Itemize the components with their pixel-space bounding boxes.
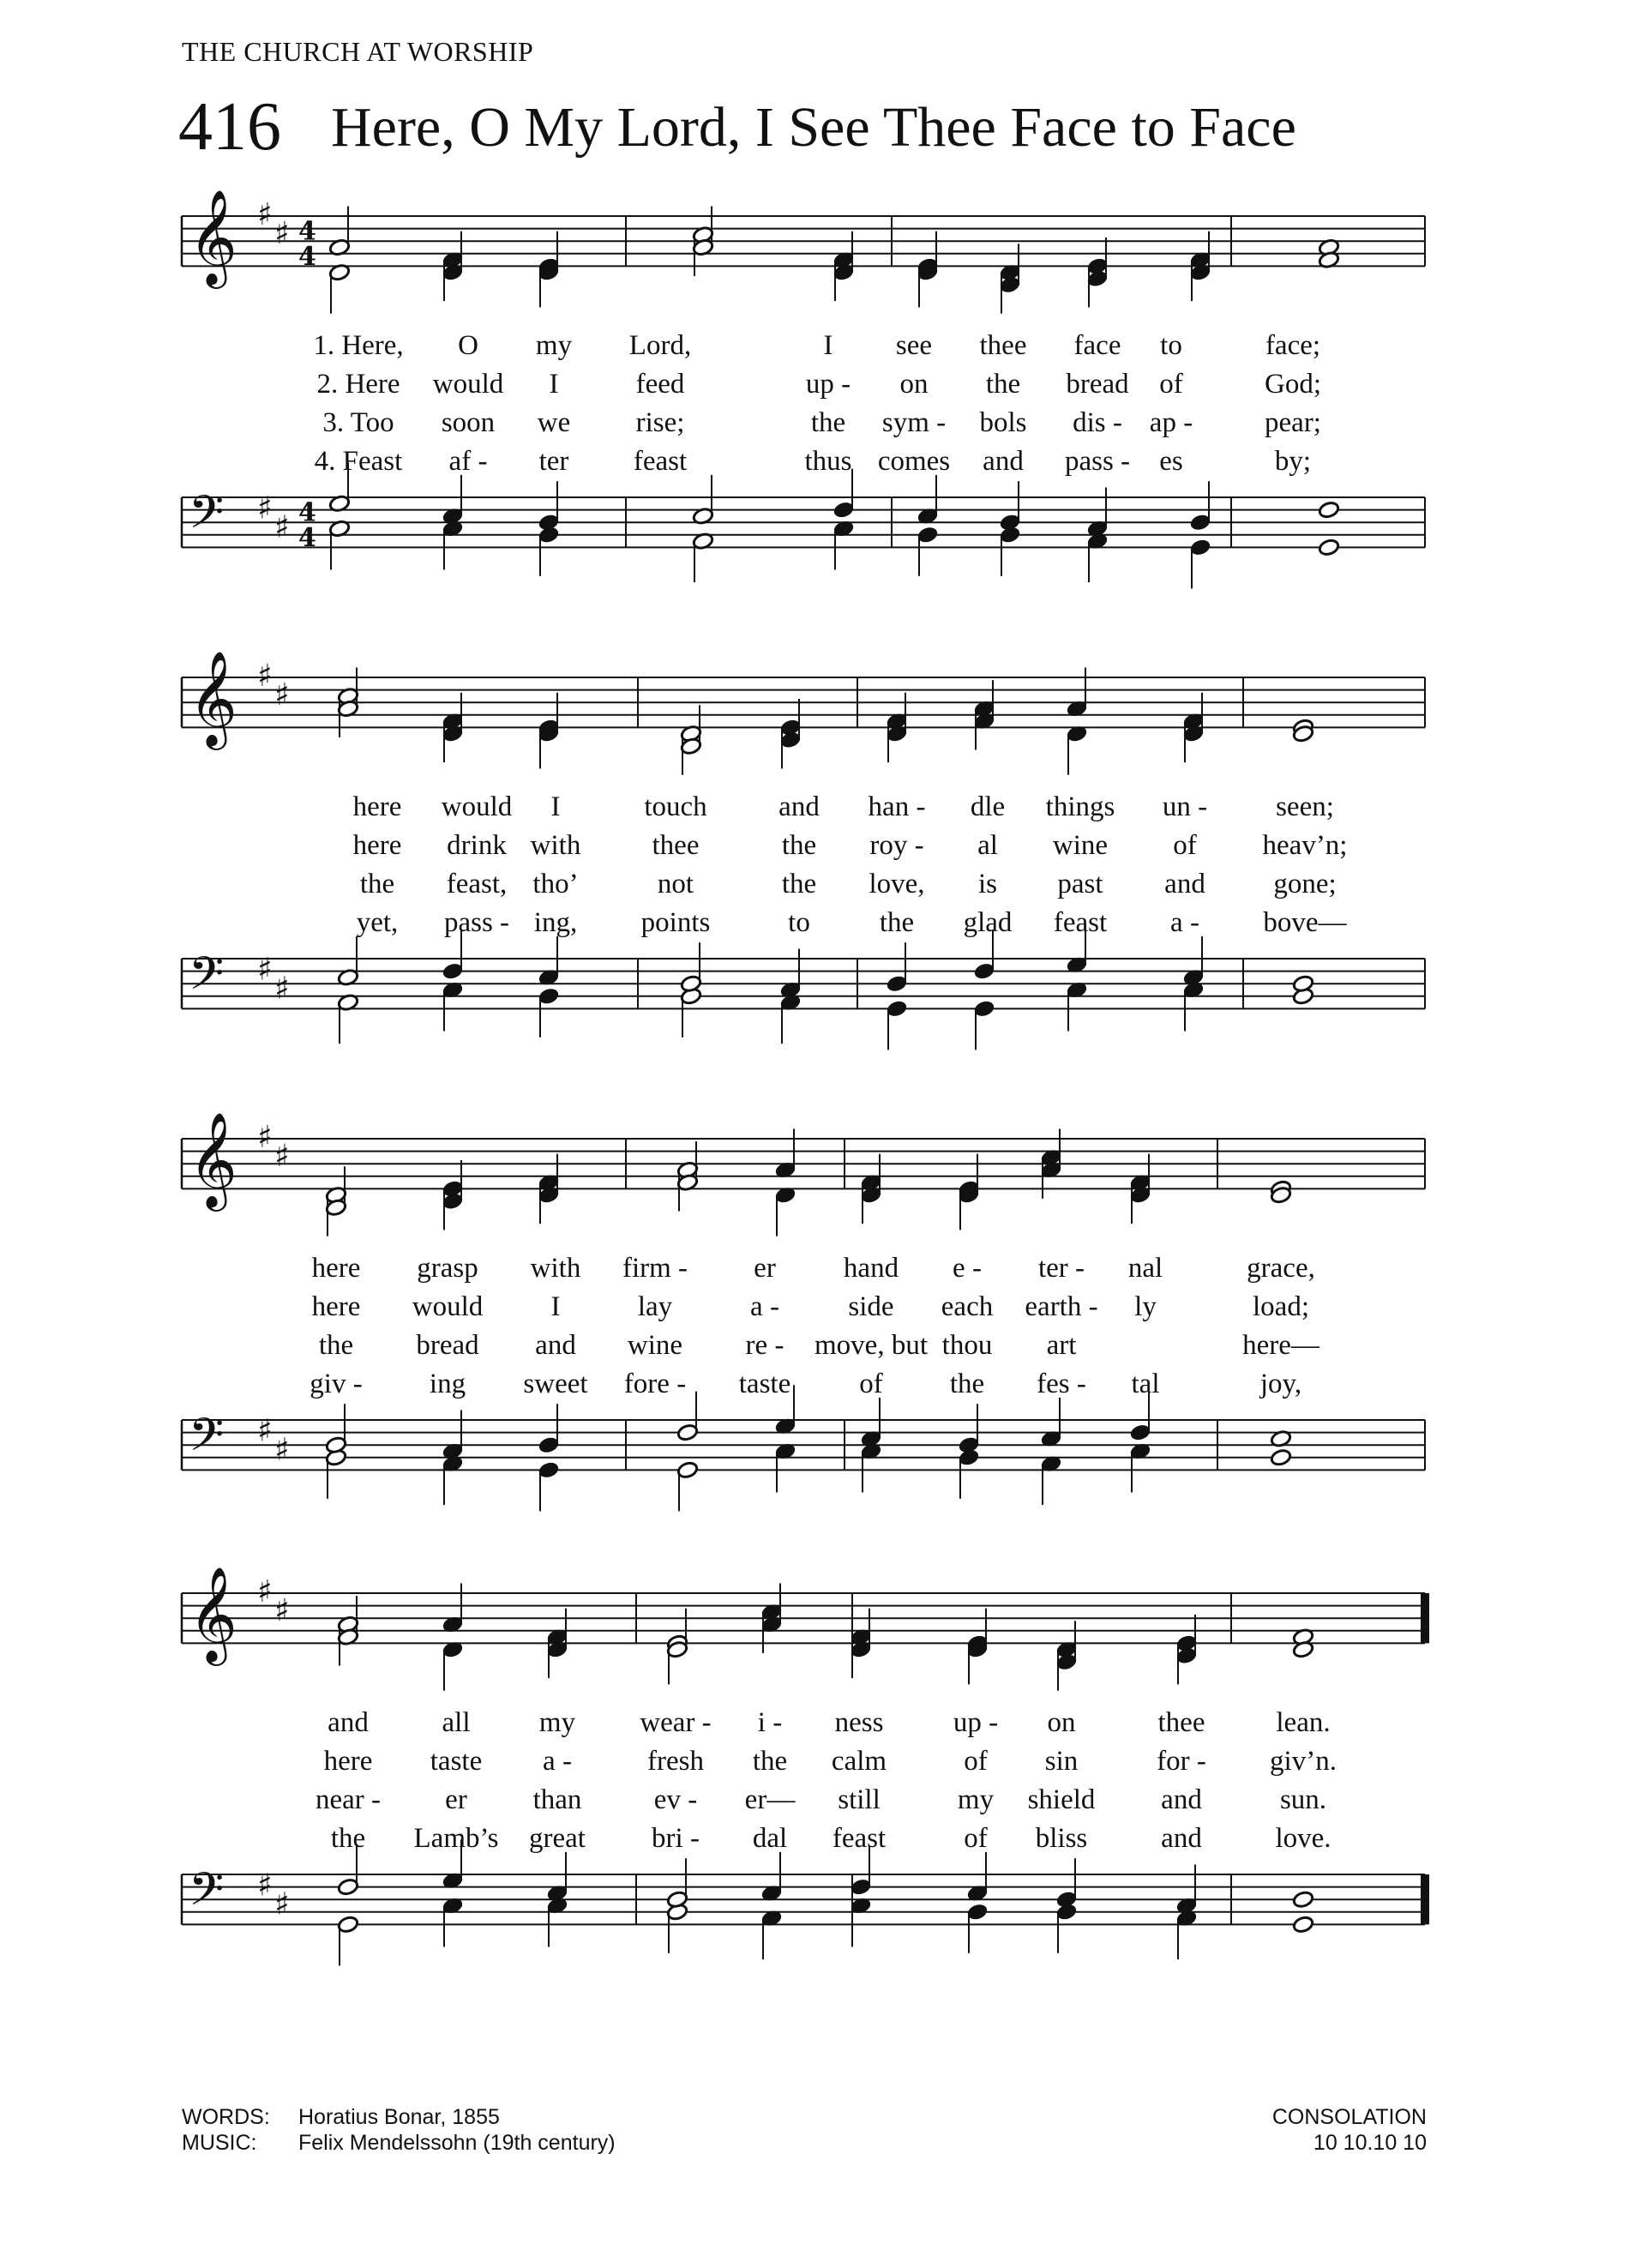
lyric-syllable: af - bbox=[448, 446, 488, 477]
lyric-syllable: of bbox=[1173, 830, 1197, 861]
lyric-syllable: bove— bbox=[1263, 907, 1347, 938]
lyric-syllable: seen; bbox=[1276, 791, 1334, 822]
lyric-syllable: lean. bbox=[1276, 1707, 1331, 1738]
lyric-line-verse-2 bbox=[0, 830, 1629, 864]
lyric-syllable: e - bbox=[953, 1253, 982, 1284]
lyric-syllable: ter - bbox=[1037, 1253, 1085, 1284]
lyric-syllable: ing bbox=[429, 1369, 466, 1399]
sharp-icon: ♯ bbox=[257, 952, 273, 988]
lyric-syllable: bols bbox=[979, 407, 1027, 438]
lyric-syllable: of bbox=[964, 1746, 988, 1777]
lyric-syllable: thou bbox=[941, 1330, 993, 1361]
lyric-syllable: re - bbox=[745, 1330, 784, 1361]
lyric-syllable: sweet bbox=[523, 1369, 588, 1399]
lyric-syllable: the bbox=[781, 830, 817, 861]
time-signature-bottom: 4 bbox=[298, 241, 316, 272]
time-signature-top: 4 bbox=[298, 497, 316, 528]
lyric-syllable: the bbox=[810, 407, 846, 438]
sharp-icon: ♯ bbox=[274, 215, 290, 251]
lyric-syllable: 4. Feast bbox=[314, 446, 403, 477]
sharp-icon: ♯ bbox=[274, 1432, 290, 1468]
lyric-syllable: bread bbox=[1066, 369, 1129, 400]
treble-clef-icon: 𝄞 bbox=[189, 188, 237, 285]
lyric-syllable: the bbox=[330, 1823, 366, 1854]
notehead bbox=[1318, 501, 1340, 520]
lyric-syllable: fes - bbox=[1037, 1369, 1086, 1399]
bass-staff-4 bbox=[182, 1863, 1425, 1927]
lyric-syllable: shield bbox=[1027, 1784, 1096, 1815]
lyric-syllable: on bbox=[1047, 1707, 1076, 1738]
lyric-syllable: face bbox=[1073, 330, 1121, 361]
lyric-syllable: I bbox=[549, 369, 559, 400]
lyric-syllable: earth - bbox=[1025, 1291, 1098, 1322]
lyric-line-verse-1 bbox=[0, 330, 1629, 364]
treble-staff-3 bbox=[182, 1111, 1425, 1212]
words-author: Horatius Bonar, 1855 bbox=[298, 2105, 500, 2129]
lyric-syllable: with bbox=[530, 830, 581, 861]
tune-name: CONSOLATION bbox=[1271, 2105, 1427, 2129]
lyric-syllable: taste bbox=[738, 1369, 791, 1399]
lyric-syllable: glad bbox=[963, 907, 1013, 938]
lyric-syllable: Lord, bbox=[628, 330, 692, 361]
lyric-syllable: is bbox=[977, 869, 998, 899]
lyric-syllable: see bbox=[895, 330, 933, 361]
lyric-line-verse-3 bbox=[0, 407, 1629, 442]
music-composer: Felix Mendelssohn (19th century) bbox=[298, 2131, 616, 2155]
lyric-syllable: ness bbox=[834, 1707, 884, 1738]
lyric-line-verse-3 bbox=[0, 1330, 1629, 1364]
lyric-syllable: by; bbox=[1274, 446, 1312, 477]
lyric-syllable: sun. bbox=[1279, 1784, 1327, 1815]
lyric-syllable: nal bbox=[1127, 1253, 1163, 1284]
lyric-syllable: not bbox=[657, 869, 694, 899]
notehead bbox=[1292, 1916, 1314, 1934]
lyric-syllable: er— bbox=[744, 1784, 796, 1815]
bass-staff-1 bbox=[182, 486, 1425, 553]
treble-clef-icon: 𝄞 bbox=[189, 649, 237, 746]
treble-staff-1 bbox=[182, 189, 1425, 289]
lyric-syllable: pass - bbox=[1064, 446, 1131, 477]
lyric-syllable: and bbox=[1164, 869, 1205, 899]
treble-staff-4 bbox=[182, 1566, 1425, 1666]
notehead bbox=[1270, 1448, 1292, 1467]
lyric-line-verse-2 bbox=[0, 1746, 1629, 1780]
lyric-syllable: and bbox=[1161, 1823, 1202, 1854]
hymn-number: 416 bbox=[178, 89, 281, 165]
lyric-syllable: thee bbox=[652, 830, 700, 861]
music-label: MUSIC: bbox=[182, 2131, 257, 2155]
lyric-syllable: for - bbox=[1157, 1746, 1206, 1777]
lyric-syllable: fore - bbox=[623, 1369, 687, 1399]
lyric-syllable: a - bbox=[1170, 907, 1199, 938]
lyric-syllable: I bbox=[823, 330, 833, 361]
lyric-syllable: my bbox=[535, 330, 573, 361]
lyric-syllable: to bbox=[788, 907, 810, 938]
treble-notes-2 bbox=[337, 668, 1314, 775]
lyric-syllable: wear - bbox=[640, 1707, 712, 1738]
bass-notes-1 bbox=[328, 462, 1340, 588]
lyric-syllable: 2. Here bbox=[316, 369, 400, 400]
lyric-syllable: tho’ bbox=[532, 869, 579, 899]
lyric-syllable: the bbox=[752, 1746, 788, 1777]
lyric-syllable: yet, bbox=[356, 907, 399, 938]
bass-clef-icon: 𝄢 bbox=[189, 1863, 225, 1928]
lyric-syllable: es bbox=[1159, 446, 1183, 477]
lyric-syllable: the bbox=[949, 1369, 985, 1399]
lyric-syllable: firm - bbox=[622, 1253, 688, 1284]
sharp-icon: ♯ bbox=[257, 490, 273, 526]
lyric-syllable: rise; bbox=[635, 407, 685, 438]
lyric-syllable: grasp bbox=[417, 1253, 478, 1284]
sharp-icon: ♯ bbox=[274, 509, 290, 545]
lyric-syllable: sym - bbox=[881, 407, 947, 438]
lyric-syllable: the bbox=[985, 369, 1021, 400]
lyric-syllable: ev - bbox=[653, 1784, 698, 1815]
lyric-syllable: i - bbox=[757, 1707, 783, 1738]
treble-notes-4 bbox=[337, 1584, 1314, 1691]
lyric-syllable: my bbox=[957, 1784, 995, 1815]
lyric-syllable: here bbox=[323, 1746, 373, 1777]
lyric-syllable: God; bbox=[1265, 369, 1321, 400]
lyric-syllable: giv’n. bbox=[1270, 1746, 1337, 1777]
lyric-syllable: art bbox=[1046, 1330, 1077, 1361]
lyric-syllable: with bbox=[530, 1253, 581, 1284]
lyric-syllable: bri - bbox=[652, 1823, 700, 1854]
lyric-syllable: each bbox=[941, 1291, 994, 1322]
lyric-syllable: fresh bbox=[647, 1746, 704, 1777]
lyric-syllable: of bbox=[964, 1823, 988, 1854]
lyric-syllable: calm bbox=[831, 1746, 887, 1777]
lyric-syllable: points bbox=[640, 907, 711, 938]
tune-meter: 10 10.10 10 bbox=[1313, 2131, 1427, 2155]
lyric-line-verse-1 bbox=[0, 1707, 1629, 1742]
sharp-icon: ♯ bbox=[274, 677, 290, 713]
lyric-syllable: ing, bbox=[533, 907, 578, 938]
lyric-syllable: my bbox=[538, 1707, 576, 1738]
lyric-line-verse-4 bbox=[0, 907, 1629, 941]
lyric-syllable: feast bbox=[1053, 907, 1108, 938]
lyric-syllable: side bbox=[848, 1291, 894, 1322]
lyric-syllable: I bbox=[550, 1291, 561, 1322]
lyric-syllable: and bbox=[1161, 1784, 1202, 1815]
lyric-syllable: would bbox=[412, 1291, 484, 1322]
lyric-line-verse-1 bbox=[0, 791, 1629, 826]
lyric-line-verse-4 bbox=[0, 1823, 1629, 1857]
lyric-syllable: feast bbox=[633, 446, 688, 477]
lyric-syllable: thee bbox=[1157, 1707, 1205, 1738]
bass-clef-icon: 𝄢 bbox=[189, 486, 225, 550]
lyric-syllable: here bbox=[311, 1291, 361, 1322]
notehead bbox=[1292, 1890, 1314, 1909]
lyric-syllable: and bbox=[778, 791, 820, 822]
lyric-syllable: move, but bbox=[814, 1330, 928, 1361]
lyric-syllable: al bbox=[977, 830, 998, 861]
lyric-syllable: of bbox=[859, 1369, 883, 1399]
lyric-syllable: near - bbox=[315, 1784, 382, 1815]
lyric-syllable: I bbox=[550, 791, 561, 822]
bass-clef-icon: 𝄢 bbox=[189, 948, 225, 1012]
lyric-syllable: ly bbox=[1134, 1291, 1157, 1322]
lyric-syllable: pass - bbox=[443, 907, 510, 938]
lyric-syllable: ter bbox=[538, 446, 569, 477]
sharp-icon: ♯ bbox=[257, 197, 273, 232]
lyric-syllable: feast, bbox=[446, 869, 508, 899]
lyric-syllable: dis - bbox=[1073, 407, 1122, 438]
treble-staff-2 bbox=[182, 650, 1425, 750]
lyric-syllable: and bbox=[535, 1330, 576, 1361]
lyric-syllable: gone; bbox=[1273, 869, 1337, 899]
lyric-syllable: a - bbox=[750, 1291, 779, 1322]
notehead bbox=[1318, 538, 1340, 557]
lyric-syllable: the bbox=[359, 869, 395, 899]
lyric-syllable: of bbox=[1159, 369, 1183, 400]
sharp-icon: ♯ bbox=[274, 1592, 290, 1628]
lyric-syllable: er bbox=[445, 1784, 467, 1815]
lyric-syllable: a - bbox=[543, 1746, 572, 1777]
lyric-syllable: ap - bbox=[1149, 407, 1193, 438]
lyric-syllable: touch bbox=[644, 791, 707, 822]
lyric-syllable: joy, bbox=[1259, 1369, 1302, 1399]
lyric-syllable: taste bbox=[430, 1746, 483, 1777]
sharp-icon: ♯ bbox=[274, 1886, 290, 1922]
lyric-syllable: on bbox=[899, 369, 929, 400]
hymn-title: Here, O My Lord, I See Thee Face to Face bbox=[331, 96, 1296, 159]
sharp-icon: ♯ bbox=[257, 1413, 273, 1449]
lyric-syllable: would bbox=[432, 369, 504, 400]
lyric-syllable: would bbox=[441, 791, 513, 822]
sharp-icon: ♯ bbox=[257, 659, 273, 694]
credits-words-music bbox=[182, 2104, 616, 2156]
lyric-syllable: face; bbox=[1265, 330, 1321, 361]
bass-notes-3 bbox=[325, 1385, 1292, 1511]
lyric-syllable: still bbox=[838, 1784, 881, 1815]
lyric-syllable: things bbox=[1045, 791, 1115, 822]
lyric-syllable: lay bbox=[637, 1291, 673, 1322]
time-signature-top: 4 bbox=[298, 216, 316, 247]
treble-notes-3 bbox=[325, 1129, 1292, 1236]
lyric-syllable: wine bbox=[1052, 830, 1109, 861]
treble-notes-1 bbox=[328, 207, 1340, 314]
sharp-icon: ♯ bbox=[257, 1574, 273, 1609]
sharp-icon: ♯ bbox=[257, 1120, 273, 1155]
lyric-syllable: the bbox=[781, 869, 817, 899]
lyric-syllable: han - bbox=[868, 791, 926, 822]
lyric-syllable: the bbox=[879, 907, 915, 938]
lyric-syllable: roy - bbox=[869, 830, 924, 861]
lyric-syllable: giv - bbox=[310, 1369, 363, 1399]
bass-notes-2 bbox=[337, 923, 1314, 1050]
lyric-line-verse-4 bbox=[0, 446, 1629, 480]
lyric-syllable: here bbox=[352, 830, 402, 861]
lyric-line-verse-1 bbox=[0, 1253, 1629, 1287]
lyric-syllable: thus bbox=[804, 446, 852, 477]
lyric-syllable: wine bbox=[627, 1330, 683, 1361]
sharp-icon: ♯ bbox=[274, 971, 290, 1007]
lyric-syllable: the bbox=[318, 1330, 354, 1361]
lyric-syllable: hand bbox=[843, 1253, 899, 1284]
lyric-syllable: all bbox=[442, 1707, 471, 1738]
lyric-syllable: up - bbox=[953, 1707, 999, 1738]
treble-clef-icon: 𝄞 bbox=[189, 1565, 237, 1662]
lyric-syllable: un - bbox=[1162, 791, 1208, 822]
lyric-syllable: feed bbox=[635, 369, 685, 400]
lyric-syllable: grace, bbox=[1247, 1253, 1315, 1284]
lyric-syllable: sin bbox=[1044, 1746, 1079, 1777]
lyric-line-verse-3 bbox=[0, 869, 1629, 903]
section-header: THE CHURCH AT WORSHIP bbox=[182, 36, 534, 67]
lyric-line-verse-3 bbox=[0, 1784, 1629, 1819]
lyric-syllable: bread bbox=[416, 1330, 479, 1361]
lyric-syllable: and bbox=[328, 1707, 369, 1738]
lyric-syllable: Lamb’s bbox=[413, 1823, 499, 1854]
time-signature-bottom: 4 bbox=[298, 522, 316, 553]
lyric-syllable: 3. Too bbox=[322, 407, 394, 438]
lyric-syllable: bliss bbox=[1035, 1823, 1088, 1854]
lyric-syllable: thee bbox=[979, 330, 1027, 361]
lyric-syllable: here bbox=[352, 791, 402, 822]
lyric-syllable: love, bbox=[869, 869, 925, 899]
lyric-syllable: great bbox=[529, 1823, 586, 1854]
lyric-line-verse-2 bbox=[0, 1291, 1629, 1326]
lyric-syllable: tal bbox=[1131, 1369, 1160, 1399]
lyric-syllable: and bbox=[983, 446, 1024, 477]
lyric-syllable: love. bbox=[1275, 1823, 1331, 1854]
lyric-syllable: up - bbox=[805, 369, 851, 400]
lyric-syllable: O bbox=[458, 330, 478, 361]
lyric-syllable: feast bbox=[832, 1823, 887, 1854]
lyric-line-verse-2 bbox=[0, 369, 1629, 403]
lyric-syllable: dal bbox=[752, 1823, 788, 1854]
lyric-syllable: comes bbox=[877, 446, 951, 477]
lyric-line-verse-4 bbox=[0, 1369, 1629, 1403]
lyric-syllable: soon bbox=[441, 407, 496, 438]
bass-staff-3 bbox=[182, 1409, 1425, 1472]
words-label: WORDS: bbox=[182, 2105, 270, 2129]
lyric-syllable: to bbox=[1160, 330, 1182, 361]
lyric-syllable: 1. Here, bbox=[313, 330, 404, 361]
lyric-syllable: past bbox=[1057, 869, 1103, 899]
bass-notes-4 bbox=[337, 1839, 1314, 1965]
treble-clef-icon: 𝄞 bbox=[189, 1110, 237, 1207]
sharp-icon: ♯ bbox=[257, 1868, 273, 1904]
lyric-syllable: than bbox=[532, 1784, 582, 1815]
lyric-syllable: pear; bbox=[1265, 407, 1321, 438]
lyric-syllable: er bbox=[754, 1253, 776, 1284]
lyric-syllable: drink bbox=[447, 830, 507, 861]
lyric-syllable: heav’n; bbox=[1262, 830, 1348, 861]
lyric-syllable: here— bbox=[1242, 1330, 1319, 1361]
tune-info bbox=[1272, 2104, 1427, 2156]
lyric-syllable: dle bbox=[970, 791, 1006, 822]
sharp-icon: ♯ bbox=[274, 1138, 290, 1174]
lyric-syllable: load; bbox=[1253, 1291, 1309, 1322]
bass-clef-icon: 𝄢 bbox=[189, 1409, 225, 1473]
lyric-syllable: here bbox=[311, 1253, 361, 1284]
lyric-syllable: we bbox=[537, 407, 571, 438]
bass-staff-2 bbox=[182, 948, 1425, 1011]
